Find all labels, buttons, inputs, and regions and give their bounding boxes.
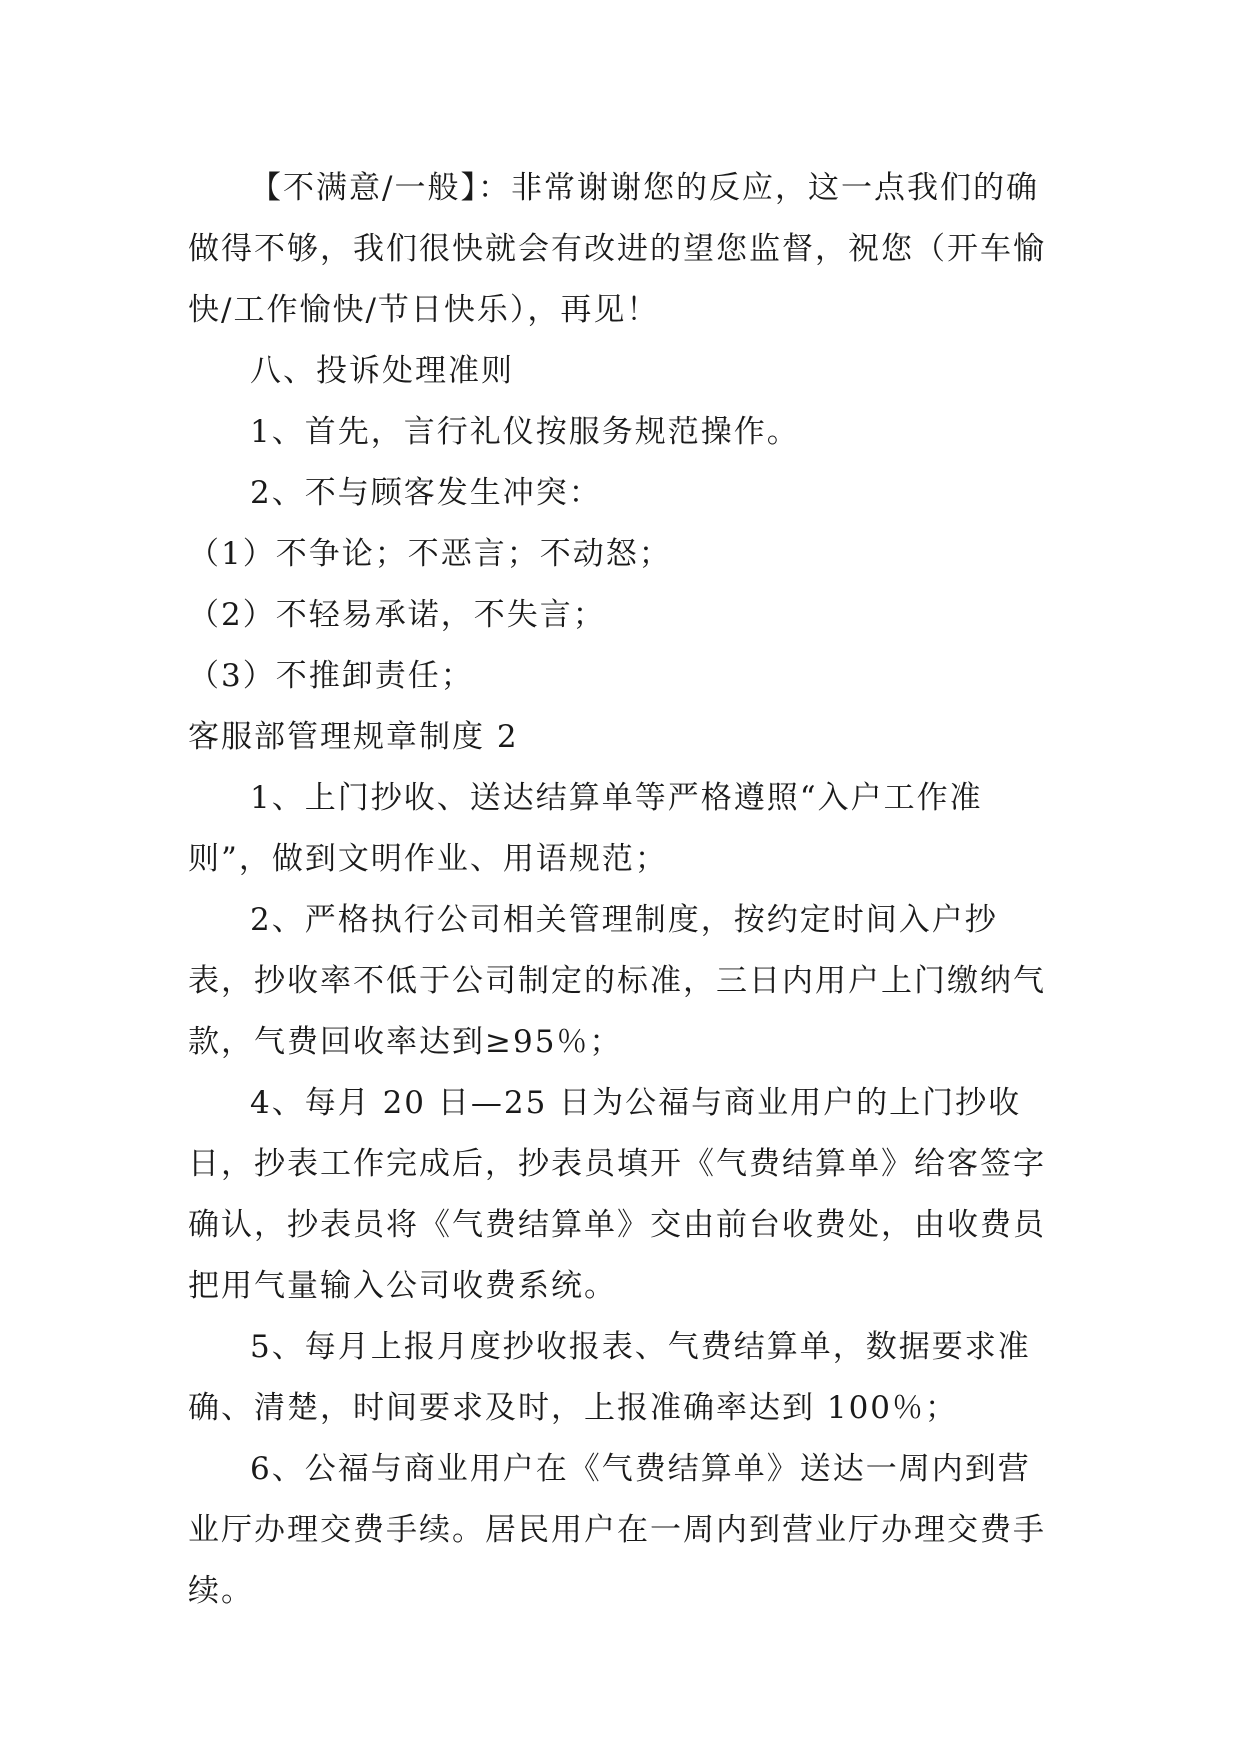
list-item-etiquette: 1、首先，言行礼仪按服务规范操作。: [250, 414, 800, 450]
sub-item-1: （1）不争论；不恶言；不动怒；: [188, 536, 672, 572]
section-paragraph-6: 6、公福与商业用户在《气费结算单》送达一周内到营业厅办理交费手续。居民用户在一周内到营业厅办理交费手续。: [188, 1451, 1046, 1609]
list-item-no-conflict: 2、不与顾客发生冲突：: [250, 475, 602, 511]
section-paragraph-4: 4、每月 20 日—25 日为公福与商业用户的上门抄收日，抄表工作完成后，抄表员填开《气费结算单》给客签字确认，抄表员将《气费结算单》交由前台收费处，由收费员把用气量输入公司收费系统。: [188, 1085, 1046, 1304]
sub-item-3: （3）不推卸责任；: [188, 658, 474, 694]
section-title: 客服部管理规章制度 2: [188, 719, 519, 755]
heading-complaint-principles: 八、投诉处理准则: [250, 353, 514, 389]
sub-item-2: （2）不轻易承诺，不失言；: [188, 597, 606, 633]
section-paragraph-1: 1、上门抄收、送达结算单等严格遵照“入户工作准则”，做到文明作业、用语规范；: [188, 780, 983, 877]
document-body: [188, 158, 1052, 1622]
section-paragraph-5: 5、每月上报月度抄收报表、气费结算单，数据要求准确、清楚，时间要求及时，上报准确率达到 100％；: [188, 1329, 1031, 1426]
paragraph-feedback-reply: 【不满意/一般】：非常谢谢您的反应，这一点我们的确做得不够，我们很快就会有改进的望您监督，祝您（开车愉快/工作愉快/节日快乐），再见！: [188, 170, 1046, 328]
section-paragraph-2: 2、严格执行公司相关管理制度，按约定时间入户抄表，抄收率不低于公司制定的标准，三日内用户上门缴纳气款，气费回收率达到≥95％；: [188, 902, 1046, 1060]
